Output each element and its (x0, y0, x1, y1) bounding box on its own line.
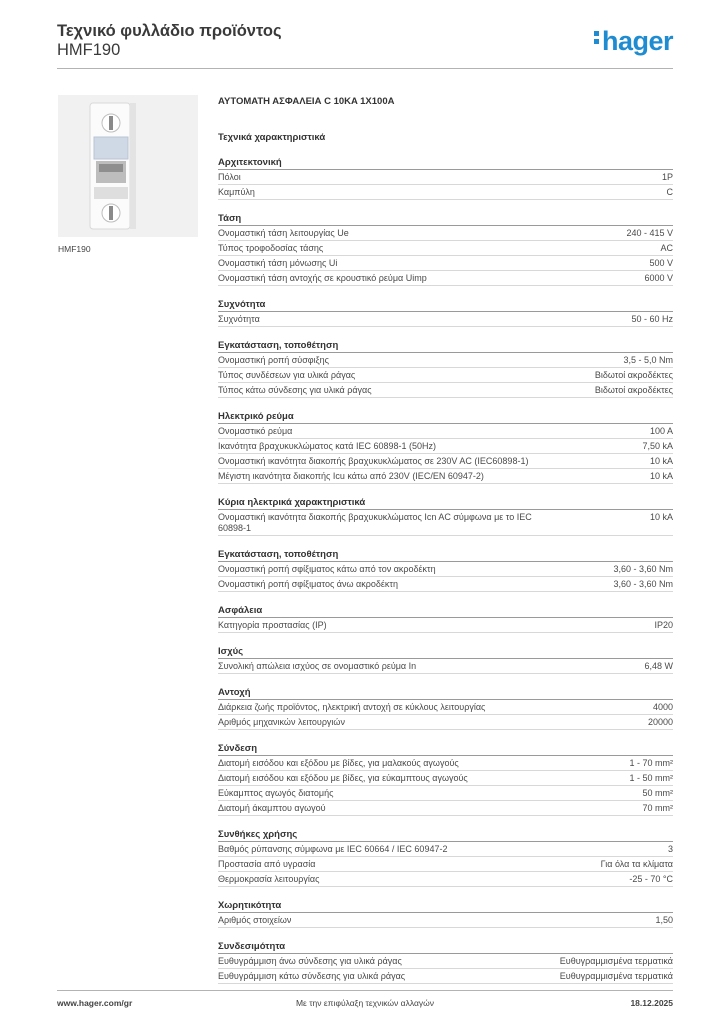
spec-value: 20000 (647, 716, 673, 727)
spec-section (218, 605, 673, 633)
spec-label: Τύπος συνδέσεων για υλικά ράγας (218, 370, 356, 380)
spec-row (218, 185, 673, 200)
spec-row (218, 577, 673, 592)
spec-label: Διατομή άκαμπτου αγωγού (218, 802, 326, 813)
spec-row (218, 715, 673, 730)
spec-label: Ευθυγράμμιση κάτω σύνδεσης για υλικά ράγας (218, 970, 406, 981)
spec-row (218, 312, 673, 327)
spec-label: Διάρκεια ζωής προϊόντος, ηλεκτρική αντοχή σε κύκλους λειτουργίας (218, 701, 486, 712)
footer-note: Με την επιφύλαξη τεχνικών αλλαγών (295, 998, 435, 1008)
spec-label: Ονομαστικό ρεύμα (218, 426, 293, 436)
spec-row (218, 353, 673, 368)
spec-row (218, 439, 673, 454)
spec-value: 500 V (649, 258, 673, 268)
page-subtitle: HMF190 (57, 41, 121, 59)
spec-value: 1,50 (655, 914, 673, 925)
spec-section (218, 687, 673, 730)
spec-row (218, 756, 673, 771)
spec-content (218, 96, 673, 997)
spec-row (218, 170, 673, 185)
logo-dots-icon (594, 28, 600, 47)
spec-section (218, 411, 673, 484)
spec-section (218, 900, 673, 928)
spec-value: 1 - 50 mm² (629, 772, 673, 783)
spec-value: 240 - 415 V (626, 228, 673, 238)
spec-section (218, 157, 673, 200)
spec-section (218, 743, 673, 816)
spec-row (218, 969, 673, 984)
section-title: Σύνδεση (218, 743, 673, 756)
spec-label: Ικανότητα βραχυκυκλώματος κατά IEC 60898-1 (50Hz) (218, 441, 437, 451)
spec-value: C (666, 187, 673, 197)
page-header (57, 22, 673, 70)
spec-row (218, 842, 673, 857)
spec-row (218, 659, 673, 674)
spec-section (218, 646, 673, 674)
spec-section (218, 497, 673, 536)
spec-value: 6000 V (644, 273, 673, 283)
spec-label: Συνολική απώλεια ισχύος σε ονομαστικό ρεύμα In (218, 660, 417, 671)
spec-label: Θερμοκρασία λειτουργίας (218, 873, 320, 884)
section-title: Κύρια ηλεκτρικά χαρακτηριστικά (218, 497, 673, 510)
spec-row (218, 510, 673, 536)
section-title: Τάση (218, 213, 673, 226)
spec-label: Αριθμός στοιχείων (218, 914, 292, 925)
section-title: Συχνότητα (218, 299, 673, 312)
spec-value: 6,48 W (644, 660, 673, 671)
spec-row (218, 383, 673, 398)
spec-row (218, 368, 673, 383)
spec-label: Ονομαστική τάση λειτουργίας Ue (218, 228, 349, 238)
spec-value: 50 - 60 Hz (631, 314, 673, 324)
spec-label: Τύπος κάτω σύνδεσης για υλικά ράγας (218, 385, 372, 395)
spec-label: Ονομαστική ικανότητα διακοπής βραχυκυκλώματος Icn AC σύμφωνα με το IEC 60898-1 (218, 512, 532, 533)
spec-row (218, 954, 673, 969)
spec-label: Τύπος τροφοδοσίας τάσης (218, 243, 324, 253)
spec-section (218, 549, 673, 592)
spec-value: IP20 (654, 619, 673, 630)
footer-website: www.hager.com/gr (57, 998, 133, 1008)
spec-value: Για όλα τα κλίματα (600, 858, 673, 869)
spec-section (218, 340, 673, 398)
spec-value: Ευθυγραμμισμένα τερματικά (559, 970, 673, 981)
spec-label: Συχνότητα (218, 314, 260, 324)
product-name: ΑΥΤΟΜΑΤΗ ΑΣΦΑΛΕΙΑ C 10KA 1X100A (218, 96, 395, 107)
section-title: Εγκατάσταση, τοποθέτηση (218, 340, 673, 353)
spec-row (218, 700, 673, 715)
spec-value: 10 kA (649, 512, 673, 522)
spec-label: Ονομαστική ροπή σφίξιματος κάτω από τον ακροδέκτη (218, 563, 436, 574)
spec-sections (218, 157, 673, 984)
spec-row (218, 618, 673, 633)
logo-text: hager (601, 26, 673, 56)
spec-label: Βαθμός ρύπανσης σύμφωνα με IEC 60664 / IEC 60947-2 (218, 843, 448, 854)
footer-divider (57, 990, 673, 991)
footer-date: 18.12.2025 (630, 998, 673, 1008)
spec-value: 3,60 - 3,60 Nm (613, 563, 673, 574)
spec-row (218, 771, 673, 786)
spec-value: 100 A (649, 426, 673, 436)
spec-label: Πόλοι (218, 172, 241, 182)
spec-row (218, 454, 673, 469)
product-image (58, 95, 198, 237)
spec-section (218, 829, 673, 887)
spec-row (218, 226, 673, 241)
spec-value: 50 mm² (642, 787, 673, 798)
spec-label: Ονομαστική ροπή σφίξιματος άνω ακροδέκτη (218, 578, 398, 589)
spec-value: 10 kA (649, 456, 673, 466)
header-divider (57, 68, 673, 69)
spec-label: Προστασία από υγρασία (218, 858, 316, 869)
spec-value: Βιδωτοί ακροδέκτες (594, 385, 673, 395)
spec-label: Διατομή εισόδου και εξόδου με βίδες, για εύκαμπτους αγωγούς (218, 772, 468, 783)
spec-value: -25 - 70 °C (629, 873, 673, 884)
spec-row (218, 562, 673, 577)
spec-value: 1 - 70 mm² (629, 757, 673, 768)
spec-value: Ευθυγραμμισμένα τερματικά (559, 955, 673, 966)
image-caption: HMF190 (58, 244, 91, 254)
spec-label: Αριθμός μηχανικών λειτουργιών (218, 716, 345, 727)
spec-label: Ονομαστική ροπή σύσφιξης (218, 355, 329, 365)
spec-section (218, 941, 673, 984)
spec-value: 3 (667, 843, 673, 854)
section-title: Συνδεσιμότητα (218, 941, 673, 954)
spec-value: AC (660, 243, 673, 253)
hager-logo (594, 26, 673, 57)
spec-row (218, 801, 673, 816)
section-title: Χωρητικότητα (218, 900, 673, 913)
section-title: Συνθήκες χρήσης (218, 829, 673, 842)
spec-label: Ονομαστική ικανότητα διακοπής βραχυκυκλώματος σε 230V AC (IEC60898-1) (218, 456, 529, 466)
spec-row (218, 469, 673, 484)
spec-row (218, 857, 673, 872)
page-title: Τεχνικό φυλλάδιο προϊόντος (57, 22, 282, 40)
spec-section (218, 299, 673, 327)
section-title: Ισχύς (218, 646, 673, 659)
spec-value: 10 kA (649, 471, 673, 481)
spec-section (218, 213, 673, 286)
spec-value: 3,5 - 5,0 Nm (623, 355, 673, 365)
spec-value: 3,60 - 3,60 Nm (613, 578, 673, 589)
spec-label: Καμπύλη (218, 187, 255, 197)
spec-label: Ονομαστική τάση αντοχής σε κρουστικό ρεύμα Uimp (218, 273, 427, 283)
spec-label: Ονομαστική τάση μόνωσης Ui (218, 258, 338, 268)
spec-label: Εύκαμπτος αγωγός διατομής (218, 787, 334, 798)
section-title: Αρχιτεκτονική (218, 157, 673, 170)
spec-label: Μέγιστη ικανότητα διακοπής Icu κάτω από 230V (IEC/EN 60947-2) (218, 471, 484, 481)
spec-row (218, 256, 673, 271)
spec-value: 4000 (652, 701, 673, 712)
spec-label: Διατομή εισόδου και εξόδου με βίδες, για μαλακούς αγωγούς (218, 757, 459, 768)
spec-row (218, 913, 673, 928)
spec-value: 70 mm² (642, 802, 673, 813)
spec-label: Ευθυγράμμιση άνω σύνδεσης για υλικά ράγας (218, 955, 402, 966)
spec-label: Κατηγορία προστασίας (IP) (218, 619, 327, 630)
spec-row (218, 786, 673, 801)
spec-value: Βιδωτοί ακροδέκτες (594, 370, 673, 380)
tech-heading: Τεχνικά χαρακτηριστικά (218, 132, 326, 143)
spec-row (218, 241, 673, 256)
section-title: Αντοχή (218, 687, 673, 700)
section-title: Ασφάλεια (218, 605, 673, 618)
spec-row (218, 424, 673, 439)
spec-value: 7,50 kA (642, 441, 673, 451)
section-title: Εγκατάσταση, τοποθέτηση (218, 549, 673, 562)
section-title: Ηλεκτρικό ρεύμα (218, 411, 673, 424)
circuit-breaker-icon (58, 95, 198, 237)
spec-value: 1P (661, 172, 673, 182)
spec-row (218, 872, 673, 887)
spec-row (218, 271, 673, 286)
